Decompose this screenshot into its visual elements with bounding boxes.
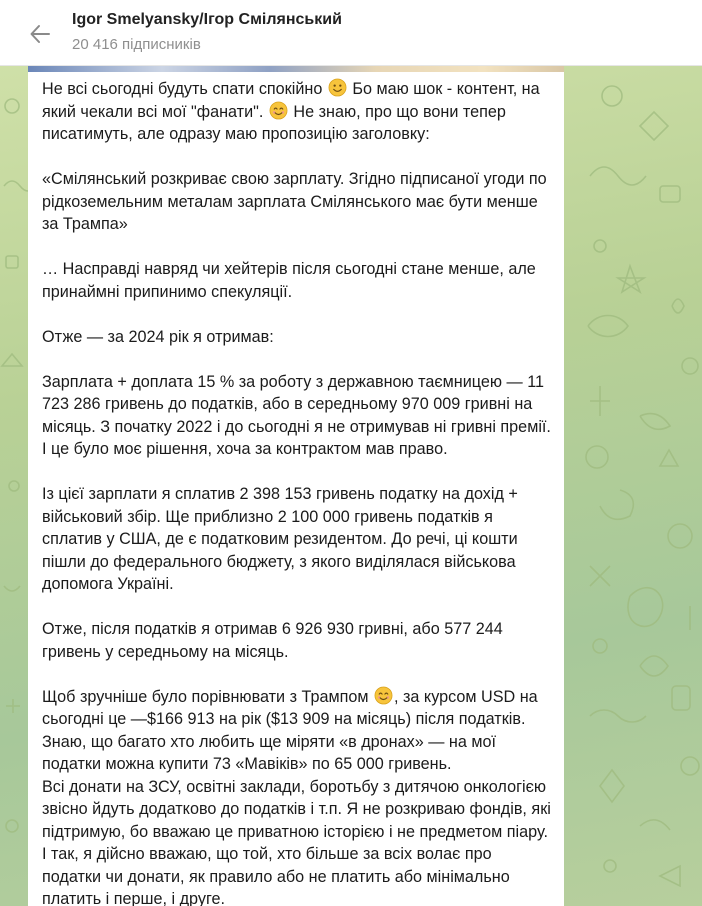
message-text (42, 78, 552, 906)
chat-background (0, 66, 702, 906)
message-paragraph: Всі донати на ЗСУ, освітні заклади, боротьбу з дитячою онкологією звісно йдуть додатково до податків і т.п. Я не розкриваю фондів, які підтримую, бо вважаю це приватною історією і не предметом піару. І так, я дійсно вважаю, що той, хто більше за всіх волає про податки чи донати, як правило або не платить або мінімально платить і перше, і друге. (42, 777, 551, 906)
message-paragraph: … Насправді навряд чи хейтерів після сьогодні стане менше, але принаймні припинимо спекуляції. (42, 260, 536, 301)
message-paragraph: Із цієї зарплати я сплатив 2 398 153 гривень податку на дохід + військовий збір. Ще приблизно 2 100 000 гривень податків я сплатив у США, де є податковим резидентом. До речі, ці кошти пішли до федерального бюджету, з якого виділялася військова допомога Україні. (42, 485, 518, 593)
arrow-left-icon (29, 23, 51, 45)
message-bubble[interactable] (28, 66, 564, 906)
message-paragraph: «Смілянський розкриває свою зарплату. Згідно підписаної угоди по рідкоземельним металам зарплата Смілянського має бути менше за Трампа» (42, 170, 547, 233)
channel-title[interactable]: Igor Smelyansky/Ігор Смілянський (72, 11, 342, 28)
smiling-face-emoji (374, 686, 393, 705)
message-media-preview[interactable] (28, 66, 564, 72)
message-paragraph: Не всі сьогодні будуть спати спокійно Бо маю шок - контент, на який чекали всі мої "фанати". Не знаю, про що вони тепер писатимуть, але одразу маю пропозицію заголовку: (42, 80, 540, 143)
back-button[interactable] (22, 16, 58, 52)
channel-header (0, 0, 702, 66)
smiling-face-emoji (328, 78, 347, 97)
message-paragraph: Щоб зручніше було порівнювати з Трампом , за курсом USD на сьогодні це —$166 913 на рік ($13 909 на місяць) після податків. Знаю, що багато хто любить ще міряти «в дронах» — на мої податки можна купити 73 «Мавіків» по 65 000 гривень. (42, 687, 538, 773)
message-paragraph: Отже — за 2024 рік я отримав: (42, 327, 274, 346)
message-paragraph: Отже, після податків я отримав 6 926 930 гривні, або 577 244 гривень у середньому на місяць. (42, 620, 503, 661)
smiling-face-emoji (269, 101, 288, 120)
message-paragraph: Зарплата + доплата 15 % за роботу з державною таємницею — 11 723 286 гривень до податків, або в середньому 970 009 гривні на місяць. З початку 2022 і до сьогодні я не отримував ні гривні премії. І це було моє рішення, хоча за контрактом мав право. (42, 372, 551, 458)
subscriber-count: 20 416 підписників (72, 36, 201, 53)
